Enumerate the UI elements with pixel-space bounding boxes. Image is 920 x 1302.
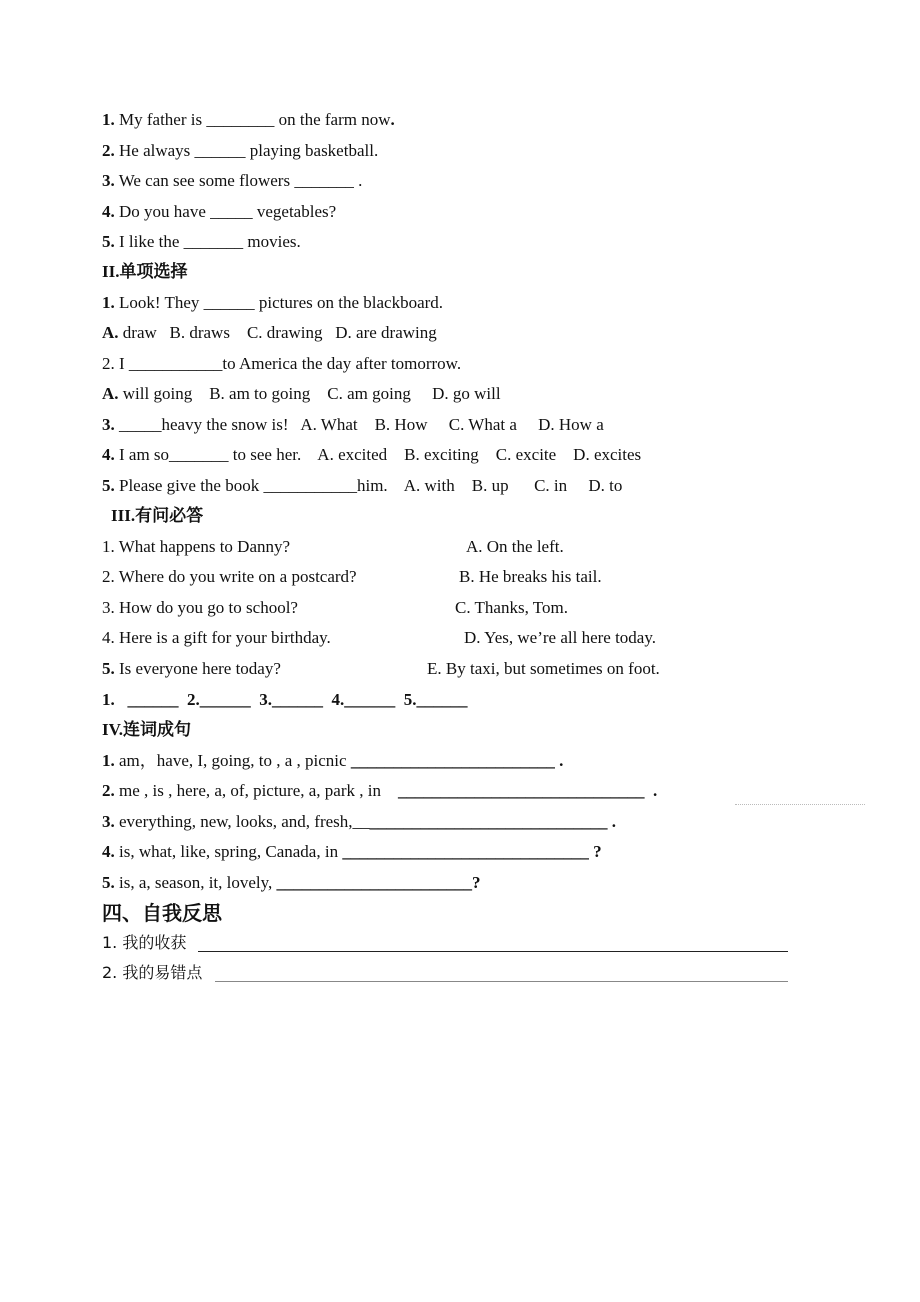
question-2-3 [102,414,604,436]
question-1-2 [102,140,378,162]
question-number: 1. [102,537,115,556]
question-text: We can see some flowers _______ . [114,171,363,190]
answer-blank: _______________________ [276,873,473,892]
answer-option-e: E. By taxi, but sometimes on foot. [427,659,660,678]
question-text: What happens to Danny? [114,537,291,556]
question-number: 4. [102,842,115,861]
question-3-5 [102,658,281,680]
question-text: Please give the book ___________him. A. with B. up C. in D. to [114,476,623,495]
option-text: draw B. draws C. drawing D. are drawing [118,323,437,342]
question-3-1 [102,536,290,558]
question-2-4 [102,444,641,466]
question-2-5 [102,475,622,497]
question-2-2 [102,353,461,375]
question-1-4 [102,201,336,223]
question-number: 2. [102,141,115,160]
question-number: 1. [102,293,115,312]
word-list: is, a, season, it, lovely, [114,873,277,892]
word-list: is, what, like, spring, Canada, in [114,842,343,861]
question-text: I am so_______ to see her. A. excited B. exciting C. excite D. excites [114,445,642,464]
answer-option-b: B. He breaks his tail. [459,567,602,586]
question-number: 1. [102,751,115,770]
reflection-gains-label: 1. 我的收获 [102,933,187,952]
sentence-4-4 [102,841,602,863]
question-number: 2. [102,567,115,586]
question-text: My father is ________ on the farm now [114,110,391,129]
word-list: me , is , here, a, of, picture, a, park , in [114,781,398,800]
dotted-divider [735,804,865,805]
question-text: Where do you write on a postcard? [114,567,357,586]
question-text: Look! They ______ pictures on the blackboard. [114,293,444,312]
question-text: 2. I ___________to America the day after tomorrow. [102,354,462,373]
end-punct: . [607,812,617,831]
question-number: 5. [102,873,115,892]
question-text: Here is a gift for your birthday. [114,628,331,647]
answer-option-c: C. Thanks, Tom. [455,598,568,617]
sentence-4-3 [102,811,616,833]
question-number: 3. [102,812,115,831]
question-1-1 [102,109,395,131]
options-2-1 [102,322,437,344]
options-2-2 [102,383,501,405]
question-number: 5. [102,476,115,495]
reflection-mistakes-label: 2. 我的易错点 [102,963,203,982]
answer-blank: _____________________________ [398,781,645,800]
answer-blank: ____________________________ [369,812,608,831]
question-text: I like the _______ movies. [114,232,301,251]
question-number: 3. [102,598,115,617]
question-text: He always ______ playing basketball. [114,141,379,160]
question-number: 2. [102,781,115,800]
end-punct: ? [588,842,602,861]
question-tail: . [390,110,395,129]
question-number: 4. [102,628,115,647]
answer-option-d: D. Yes, we’re all here today. [464,628,656,647]
question-3-3 [102,597,298,619]
option-label: A. [102,384,119,403]
reflection-gains-line [198,951,788,952]
question-number: 5. [102,232,115,251]
sentence-4-5 [102,872,481,894]
question-text: Do you have _____ vegetables? [114,202,337,221]
section-heading-ii: II.单项选择 [102,262,188,281]
question-3-2 [102,566,357,588]
answer-blanks-line: 1. ______ 2.______ 3.______ 4.______ 5.______ [102,690,468,709]
end-punct: . [644,781,658,800]
word-list: everything, new, looks, and, fresh,__ [114,812,370,831]
answer-blank: ________________________ [350,751,555,770]
section-heading-iv: IV.连词成句 [102,720,191,739]
question-3-4 [102,627,331,649]
question-text: Is everyone here today? [114,659,281,678]
question-2-1 [102,292,443,314]
end-punct: . [554,751,564,770]
answer-option-a: A. On the left. [466,537,564,556]
option-label: A. [102,323,119,342]
answer-blank: _____________________________ [342,842,589,861]
question-number: 4. [102,445,115,464]
option-text: will going B. am to going C. am going D. go will [118,384,501,403]
section-heading-reflection: 四、自我反思 [102,901,222,925]
end-punct: ? [472,873,481,892]
question-number: 4. [102,202,115,221]
question-number: 3. [102,171,115,190]
reflection-mistakes-line [215,981,788,982]
section-heading-iii: III.有问必答 [111,506,204,525]
sentence-4-2 [102,780,657,802]
question-1-3 [102,170,362,192]
question-1-5 [102,231,301,253]
question-text: _____heavy the snow is! A. What B. How C. What a D. How a [114,415,604,434]
question-number: 3. [102,415,115,434]
sentence-4-1 [102,750,563,772]
question-number: 5. [102,659,115,678]
word-list: am，have, I, going, to , a , picnic [114,751,351,770]
question-text: How do you go to school? [114,598,298,617]
question-number: 1. [102,110,115,129]
